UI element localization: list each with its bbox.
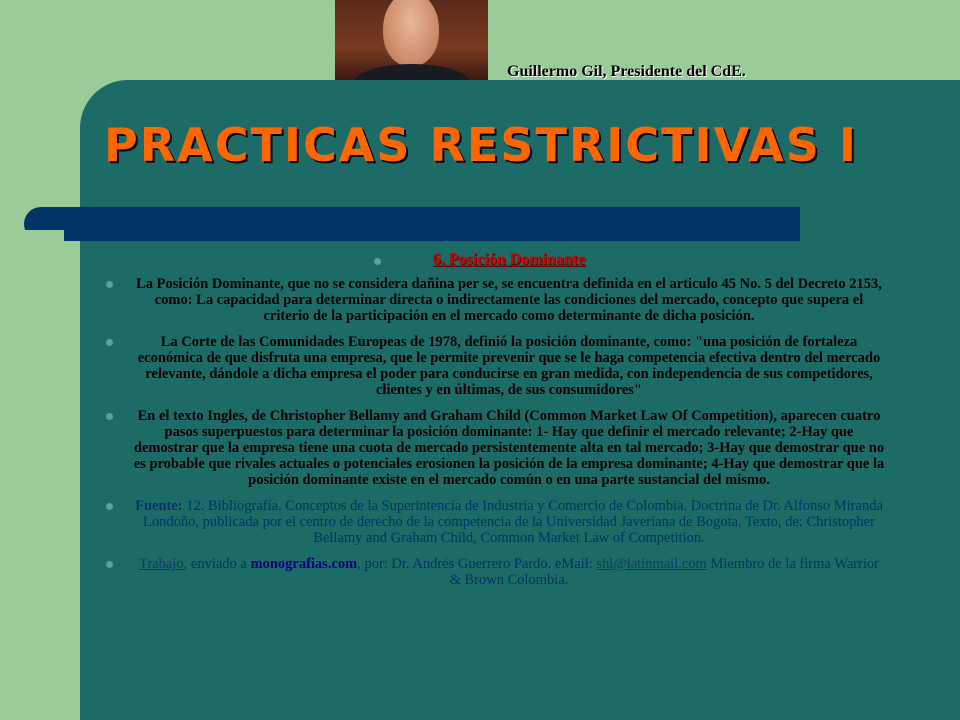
section-heading-text: 6. Posición Dominante: [432, 251, 586, 268]
section-heading: [96, 252, 896, 268]
trabajo-link[interactable]: Trabajo: [139, 556, 184, 572]
bullet-icon: [106, 413, 113, 420]
email-link[interactable]: shl@latinmail.com: [596, 556, 707, 572]
source-label: Fuente:: [135, 498, 183, 514]
title-divider-bar: [24, 207, 800, 241]
photo-caption: Guillermo Gil, Presidente del CdE.: [507, 63, 746, 80]
paragraph-text: La Posición Dominante, que no se considera dañina per se, se encuentra definida en el articulo 45 No. 5 del Decreto 2153, como: La capacidad para determinar directa o indirectamente las condiciones del mercado, concepto que supera el criterio de la participación en el mercado como determinante de dicha posición.: [136, 276, 882, 324]
list-item: [96, 276, 896, 324]
bullet-icon: [106, 281, 113, 288]
footer-item: [96, 556, 896, 588]
footer-text-3: Miembro de la firma Warrior & Brown Colombia.: [449, 556, 879, 588]
footer-text-2: , por: Dr. Andrés Guerrero Pardo. eMail:: [357, 556, 597, 572]
bullet-icon: [106, 561, 113, 568]
site-name: monografias.com: [250, 556, 358, 572]
source-text: 12. Bibliografía. Conceptos de la Superintencia de Industria y Comercio de Colombia. Doctrina de Dr. Alfonso Miranda Londoño, publicada por el centro de derecho de la competencia de la Universidad Javeriana de Bogota. Texto, de: Christopher Bellamy and Graham Child, Common Market Law of Competition.: [143, 498, 883, 546]
divider-notch: [24, 230, 64, 242]
source-item: [96, 498, 896, 546]
list-item: [96, 334, 896, 398]
footer-text-1: , enviado a: [183, 556, 251, 572]
portrait-face: [383, 0, 439, 66]
portrait-photo: [335, 0, 488, 80]
bullet-icon: [374, 258, 381, 265]
portrait-suit: [353, 64, 471, 80]
bullet-icon: [106, 503, 113, 510]
paragraph-text: En el texto Ingles, de Christopher Bellamy and Graham Child (Common Market Law Of Competition), aparecen cuatro pasos superpuestos para determinar la posición dominante: 1- Hay que definir el mercado relevante; 2-Hay que demostrar que la empresa tiene una cuota de mercado persistentemente alta en tal mercado; 3-Hay que demostrar que no es probable que rivales actuales o potenciales erosionen la posición de la empresa dominante; 4-Hay que demostrar que la posición dominante existe en el mercado común o en una parte sustancial del mismo.: [133, 408, 885, 488]
paragraph-text: La Corte de las Comunidades Europeas de 1978, definió la posición dominante, como: "una posición de fortaleza económica de que disfruta una empresa, que le permite prevenir que se le haga competencia efectiva dentro del mercado relevante, dándole a dicha empresa el poder para conducirse en gran medida, con independencia de sus competidores, clientes y en últimas, de sus consumidores": [137, 334, 881, 398]
bullet-icon: [106, 339, 113, 346]
slide-content: [96, 252, 896, 598]
list-item: [96, 408, 896, 488]
slide-title: PRACTICAS RESTRICTIVAS I: [104, 118, 858, 172]
